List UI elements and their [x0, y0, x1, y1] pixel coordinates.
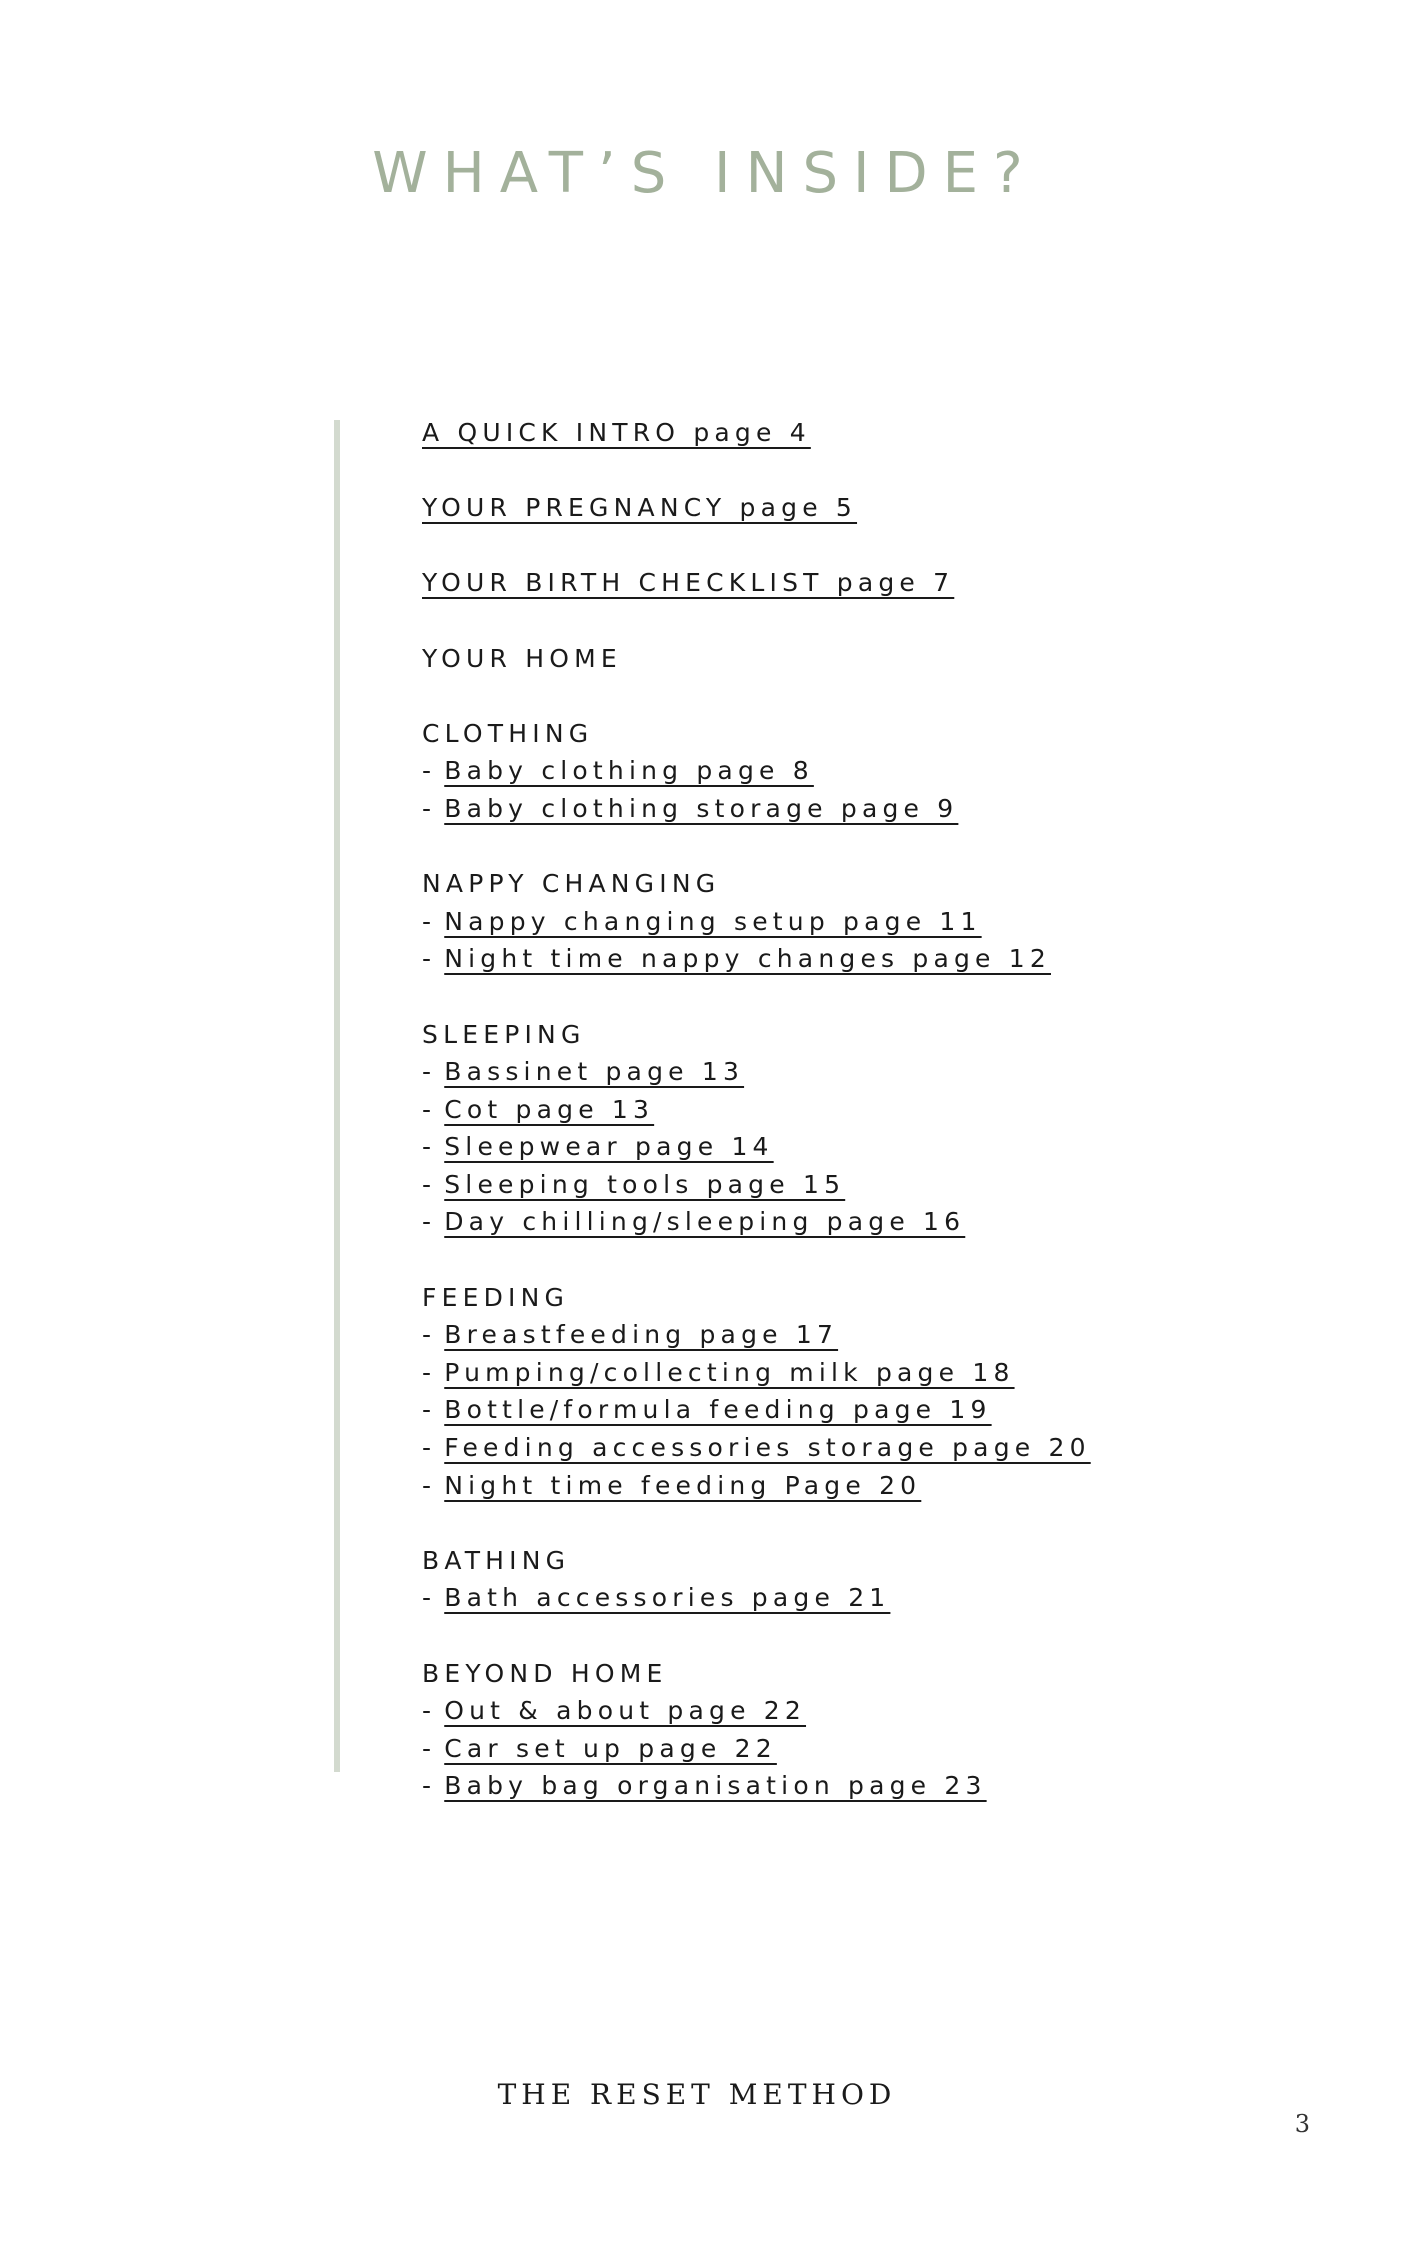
toc-link-car-setup[interactable]: Car set up page 22 — [444, 1733, 777, 1763]
toc-link-bath-accessories[interactable]: Bath accessories page 21 — [444, 1583, 891, 1613]
vertical-divider — [334, 420, 340, 1772]
bullet-dash: - — [422, 1057, 437, 1087]
section-heading-beyond-home: BEYOND HOME — [422, 1658, 668, 1688]
toc-entry — [422, 1203, 1322, 1241]
toc-link-sleeping-tools[interactable]: Sleeping tools page 15 — [444, 1169, 846, 1199]
toc-link-cot[interactable]: Cot page 13 — [444, 1094, 655, 1124]
toc-link-nappy-setup[interactable]: Nappy changing setup page 11 — [444, 906, 982, 936]
toc-entry — [422, 1579, 1322, 1617]
bullet-dash: - — [422, 1696, 437, 1726]
toc-link-intro[interactable]: A QUICK INTRO page 4 — [422, 418, 811, 447]
toc-link-bassinet[interactable]: Bassinet page 13 — [444, 1057, 745, 1087]
toc-link-birth-checklist[interactable]: YOUR BIRTH CHECKLIST page 7 — [422, 568, 955, 598]
toc-entry — [422, 790, 1322, 828]
toc-entry-birth-checklist — [422, 564, 1322, 602]
toc-entry — [422, 1429, 1322, 1467]
bullet-dash: - — [422, 1132, 437, 1162]
section-heading-sleeping: SLEEPING — [422, 1019, 586, 1049]
toc-link-day-chilling[interactable]: Day chilling/sleeping page 16 — [444, 1207, 966, 1237]
section-heading-feeding: FEEDING — [422, 1282, 570, 1312]
toc-entry — [422, 1354, 1322, 1392]
toc-link-pumping[interactable]: Pumping/collecting milk page 18 — [444, 1357, 1015, 1387]
toc-link-sleepwear[interactable]: Sleepwear page 14 — [444, 1132, 774, 1162]
section-heading-clothing: CLOTHING — [422, 718, 594, 748]
toc-entry — [422, 1730, 1322, 1768]
toc-entry — [422, 1467, 1322, 1505]
toc-entry-pregnancy — [422, 489, 1322, 527]
toc-entry — [422, 752, 1322, 790]
toc-entry — [422, 1091, 1322, 1129]
bullet-dash: - — [422, 1395, 437, 1425]
toc-entry — [422, 903, 1322, 941]
toc-entry — [422, 1316, 1322, 1354]
bullet-dash: - — [422, 1169, 437, 1199]
bullet-dash: - — [422, 1470, 437, 1500]
toc-link-feeding-storage[interactable]: Feeding accessories storage page 20 — [444, 1433, 1091, 1463]
bullet-dash: - — [422, 1320, 437, 1350]
section-heading-bathing: BATHING — [422, 1545, 571, 1575]
bullet-dash: - — [422, 906, 437, 936]
bullet-dash: - — [422, 793, 437, 823]
toc-entry — [422, 1053, 1322, 1091]
toc-link-night-nappy[interactable]: Night time nappy changes page 12 — [444, 944, 1051, 974]
toc-entry — [422, 1391, 1322, 1429]
toc-entry — [422, 1767, 1322, 1805]
bullet-dash: - — [422, 756, 437, 786]
toc-link-night-feeding[interactable]: Night time feeding Page 20 — [444, 1470, 922, 1500]
page-title: WHAT’S INSIDE? — [372, 141, 1038, 206]
toc-entry — [422, 1128, 1322, 1166]
toc-entry — [422, 1692, 1322, 1730]
toc-entry — [422, 1166, 1322, 1204]
bullet-dash: - — [422, 1583, 437, 1613]
toc-link-out-about[interactable]: Out & about page 22 — [444, 1696, 807, 1726]
bullet-dash: - — [422, 1771, 437, 1801]
toc-link-pregnancy[interactable]: YOUR PREGNANCY page 5 — [422, 493, 858, 523]
toc-link-breastfeeding[interactable]: Breastfeeding page 17 — [444, 1320, 839, 1350]
table-of-contents — [422, 414, 1322, 1805]
section-heading-your-home: YOUR HOME — [422, 643, 622, 673]
toc-entry — [422, 940, 1322, 978]
toc-link-baby-bag[interactable]: Baby bag organisation page 23 — [444, 1771, 987, 1801]
toc-link-bottle-feeding[interactable]: Bottle/formula feeding page 19 — [444, 1395, 992, 1425]
bullet-dash: - — [422, 1094, 437, 1124]
footer-brand: THE RESET METHOD — [497, 2078, 897, 2111]
toc-link-baby-clothing-storage[interactable]: Baby clothing storage page 9 — [444, 793, 959, 823]
page-number: 3 — [1294, 2110, 1310, 2138]
bullet-dash: - — [422, 1207, 437, 1237]
section-heading-nappy-changing: NAPPY CHANGING — [422, 869, 721, 899]
bullet-dash: - — [422, 944, 437, 974]
toc-entry-intro — [422, 414, 1322, 452]
bullet-dash: - — [422, 1357, 437, 1387]
bullet-dash: - — [422, 1733, 437, 1763]
toc-link-baby-clothing[interactable]: Baby clothing page 8 — [444, 756, 814, 786]
bullet-dash: - — [422, 1433, 437, 1463]
